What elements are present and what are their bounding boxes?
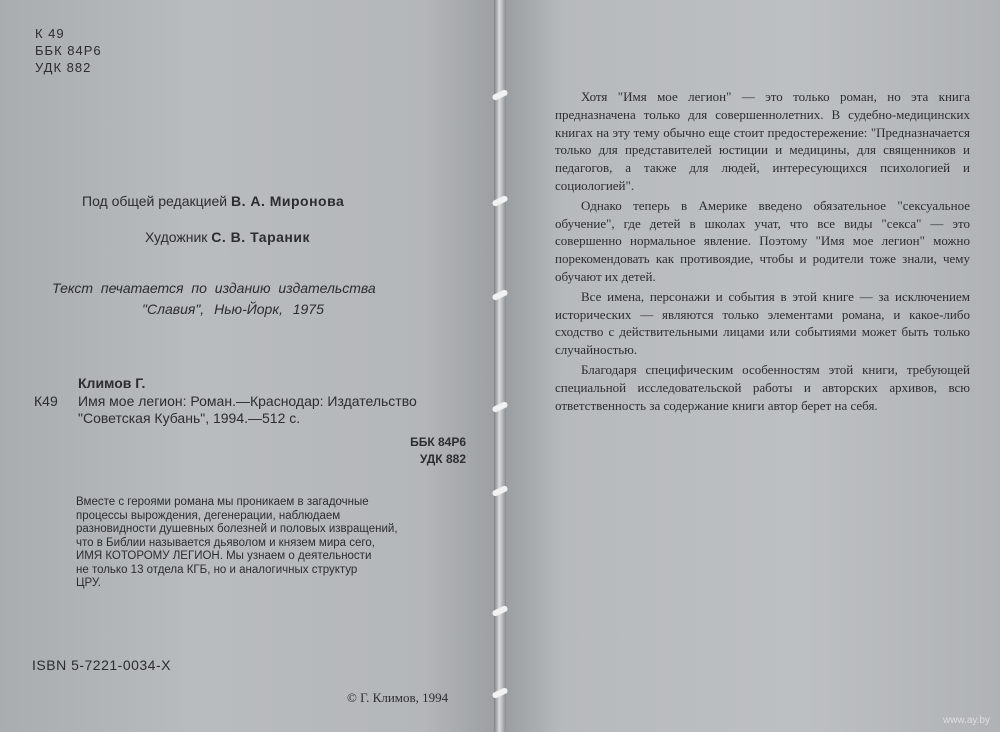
copyright: © Г. Климов, 1994 [347, 690, 449, 705]
annotation-line: не только 13 отдела КГБ, но и аналогичных структур [76, 563, 358, 576]
left-page [0, 0, 497, 732]
udk-code: УДК 882 [419, 452, 466, 466]
annotation-line: процессы вырождения, дегенерации, наблюдаем [76, 509, 341, 522]
right-page-text [555, 88, 970, 416]
bib-line: "Советская Кубань", 1994.—512 с. [78, 410, 301, 426]
paragraph: Хотя "Имя мое легион" — это только роман, но эта книга предназначена только для совершеннолетних. В судебно-медицинских книгах на эту тему обычно еще стоит предостережение: "Предназначается только для представителей юстиции и медицины, для священников и педагогов, а также для людей, интересующихся психологией и социологией". [555, 89, 970, 193]
catalog-code: К49 [34, 393, 58, 409]
annotation-line: что в Библии называется дьяволом и князем мира сего, [76, 536, 375, 549]
annotation-line: ЦРУ. [76, 577, 101, 589]
artist-prefix: Художник [145, 229, 208, 245]
editor-credit [82, 193, 344, 209]
edition-note-line2: "Славия", Нью-Йорк, 1975 [142, 301, 324, 317]
annotation-line: ИМЯ КОТОРОМУ ЛЕГИОН. Мы узнаем о деятельности [76, 550, 372, 562]
classification-codes [35, 25, 102, 76]
annotation [76, 496, 398, 591]
paragraph: Все имена, персонажи и события в этой книге — за исключением исторических — являются только элементами романа, и какое-либо сходство с действительными лицами или событиями может быть только случайностью. [555, 288, 970, 358]
classification-code: К 49 [35, 26, 65, 41]
classification-code: УДК 882 [35, 60, 92, 75]
artist-name: С. В. Тараник [211, 229, 310, 245]
editor-name: В. А. Миронова [230, 193, 345, 209]
paragraph: Благодаря специфическим особенностям этой книги, требующей специальной исследовательской работы и авторских архивов, всю ответственность за содержание книги автор берет на себя. [555, 361, 970, 413]
isbn: ISBN 5-7221-0034-X [32, 657, 171, 673]
annotation-line: разновидности душевных болезней и половых извращений, [76, 523, 398, 535]
bbk-code: ББК 84Р6 [410, 435, 466, 449]
annotation-line: Вместе с героями романа мы проникаем в загадочные [76, 496, 369, 508]
watermark: www.ay.by [942, 715, 990, 726]
artist-credit [145, 229, 310, 245]
paragraph: Однако теперь в Америке введено обязательное "сексуальное обучение", где детей в школах учат, что все виды "секса" — это совершенно нормальное явление. Поэтому "Имя мое легион" можно порекомендовать как противоядие, чтобы и родители тоже знали, чему обучают их детей. [555, 197, 970, 284]
edition-note-line1: Текст печатается по изданию издательства [52, 280, 376, 296]
editor-prefix: Под общей редакцией [82, 193, 228, 209]
author-name: Климов Г. [78, 375, 146, 391]
classification-code: ББК 84Р6 [35, 43, 102, 58]
bib-line: Имя мое легион: Роман.—Краснодар: Издательство [78, 393, 417, 409]
book-spine [494, 0, 506, 732]
